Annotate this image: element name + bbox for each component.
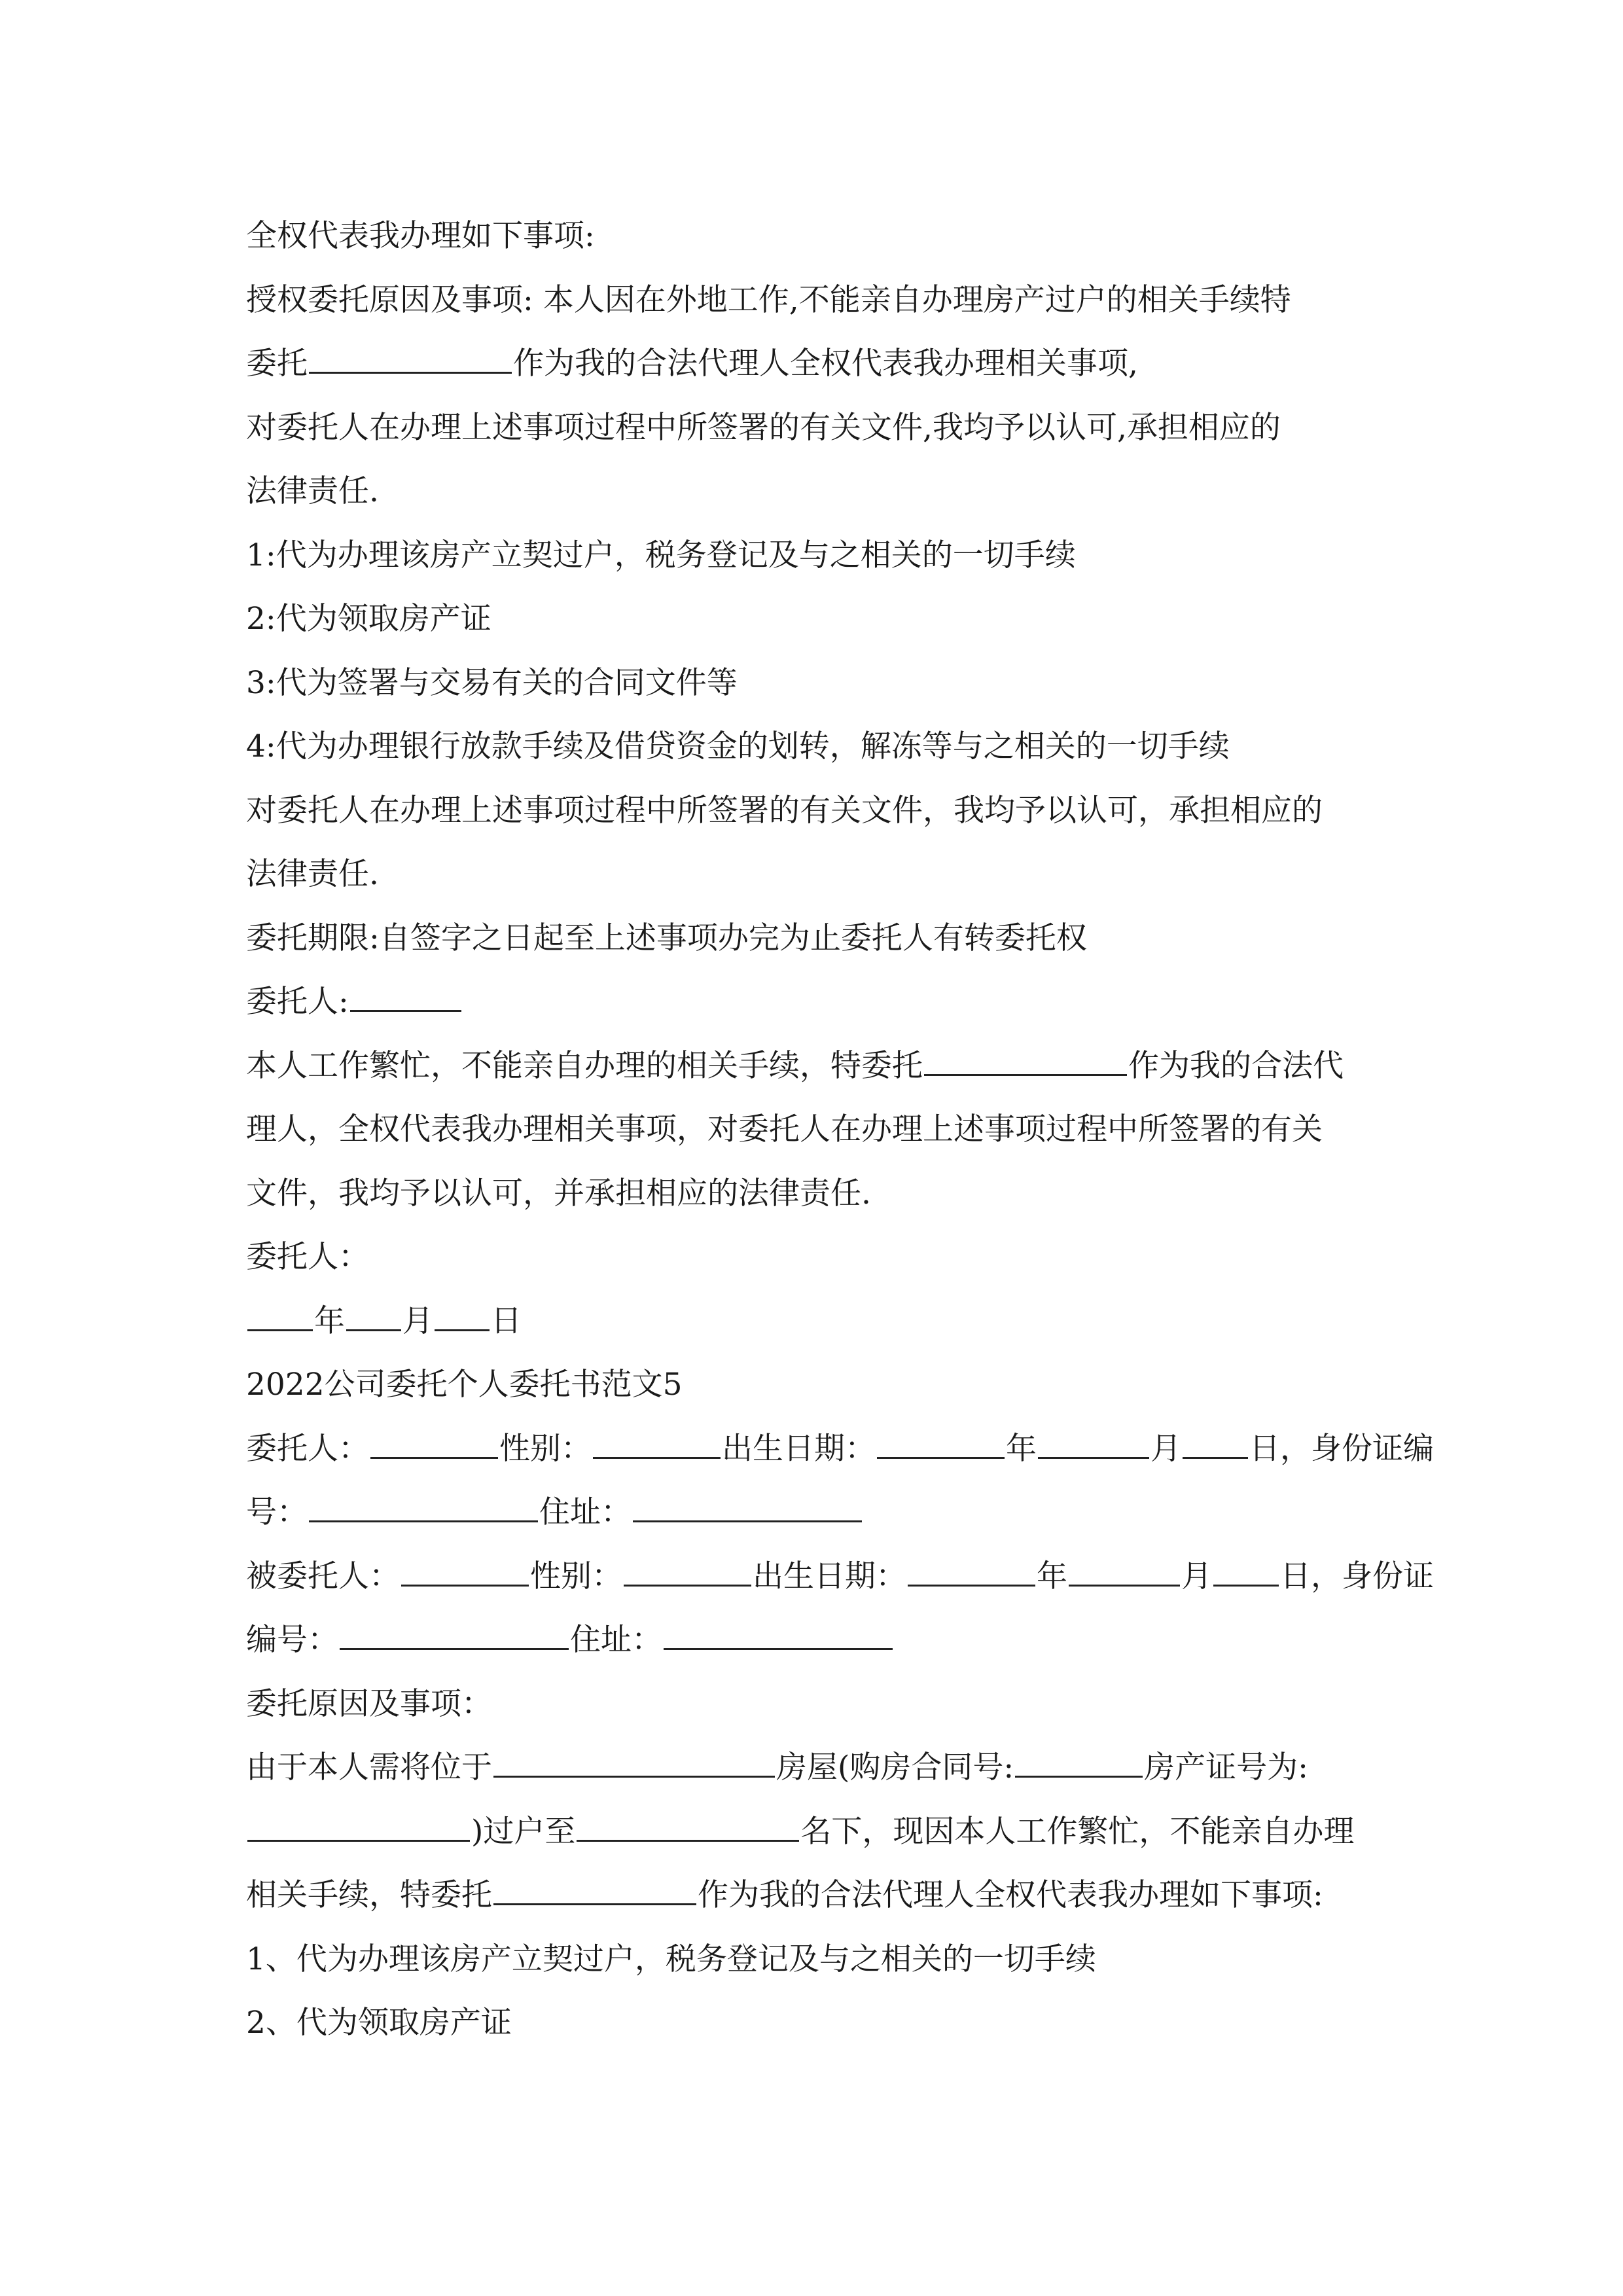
line-text: 日 <box>491 1302 522 1339</box>
blank-agent <box>401 1558 529 1587</box>
line-text: 作为我的合法代理人全权代表我办理如下事项: <box>698 1877 1323 1913</box>
blank-address <box>664 1622 893 1650</box>
label: 年 <box>1006 1430 1037 1467</box>
text-line <box>246 779 1398 843</box>
label: 月 <box>1150 1430 1181 1467</box>
line-text: 房屋(购房合同号: <box>776 1749 1014 1785</box>
blank-transferee <box>577 1814 799 1842</box>
text-line <box>246 1863 1398 1928</box>
blank-birth-month <box>1069 1558 1180 1587</box>
label: 月 <box>1181 1558 1212 1594</box>
line-text: 由于本人需将位于 <box>246 1749 492 1785</box>
text-line <box>246 396 1398 460</box>
blank-house-location <box>493 1749 775 1778</box>
line-text: 2022公司委托个人委托书范文5 <box>246 1367 683 1403</box>
blank-address <box>633 1494 862 1522</box>
line-text: 月 <box>402 1302 433 1339</box>
line-text: 房产证号为: <box>1144 1749 1309 1785</box>
list-item <box>246 1928 1398 1992</box>
label: 日，身份证 <box>1280 1558 1434 1594</box>
line-text: 作为我的合法代理人全权代表我办理相关事项, <box>513 346 1138 382</box>
label: 编号： <box>246 1622 338 1658</box>
blank-birth-month <box>1038 1431 1149 1459</box>
blank-birth-day <box>1183 1431 1248 1459</box>
date-line <box>246 1289 1398 1354</box>
label: 出生日期： <box>753 1558 906 1594</box>
blank-birth-day <box>1213 1558 1279 1587</box>
list-item <box>246 587 1398 651</box>
line-text: 1:代为办理该房产立契过户，税务登记及与之相关的一切手续 <box>246 537 1076 573</box>
label: 被委托人： <box>246 1558 400 1594</box>
text-line <box>246 1098 1398 1162</box>
text-line <box>246 459 1398 524</box>
text-line <box>246 842 1398 906</box>
form-line <box>246 1417 1434 1481</box>
blank-gender <box>624 1558 751 1587</box>
list-item <box>246 524 1398 588</box>
blank-birth-year <box>877 1431 1005 1459</box>
text-line <box>246 268 1398 332</box>
line-text: 4:代为办理银行放款手续及借贷资金的划转，解冻等与之相关的一切手续 <box>246 728 1230 764</box>
line-text: 委托期限:自签字之日起至上述事项办完为止委托人有转委托权 <box>246 920 1087 956</box>
label: 号： <box>246 1494 308 1530</box>
label: 委托人： <box>246 1430 369 1467</box>
blank-agent-name <box>924 1048 1127 1076</box>
blank-id-number <box>340 1622 569 1650</box>
list-item <box>246 715 1398 779</box>
text-line <box>246 906 1398 971</box>
label: 性别： <box>499 1430 592 1467</box>
text-line <box>246 204 1398 268</box>
blank-agent-name <box>309 346 512 374</box>
blank-agent-name <box>493 1877 696 1905</box>
line-text: 2、代为领取房产证 <box>246 2005 512 2041</box>
label: 年 <box>1037 1558 1067 1594</box>
line-text: 作为我的合法代 <box>1128 1047 1344 1084</box>
text-line <box>246 332 1398 396</box>
form-line <box>246 1608 1398 1672</box>
text-line <box>246 970 1398 1034</box>
text-line <box>246 1672 1398 1736</box>
text-line <box>246 1034 1398 1098</box>
blank-day <box>435 1303 490 1331</box>
line-text: 文件，我均予以认可，并承担相应的法律责任. <box>246 1175 871 1211</box>
line-text: 本人工作繁忙，不能亲自办理的相关手续，特委托 <box>246 1047 923 1084</box>
line-text: 相关手续，特委托 <box>246 1877 492 1913</box>
line-text: )过户至 <box>471 1813 576 1850</box>
line-text: 名下，现因本人工作繁忙，不能亲自办理 <box>800 1813 1355 1850</box>
line-text: 3:代为签署与交易有关的合同文件等 <box>246 664 738 701</box>
line-text: 授权委托原因及事项: 本人因在外地工作,不能亲自办理房产过户的相关手续特 <box>246 281 1291 318</box>
text-line <box>246 1736 1398 1800</box>
label: 性别： <box>530 1558 622 1594</box>
text-line <box>246 1800 1398 1864</box>
line-text: 法律责任. <box>246 856 379 892</box>
list-item <box>246 651 1398 715</box>
label: 委托原因及事项： <box>246 1685 492 1722</box>
line-text: 全权代表我办理如下事项: <box>246 218 595 254</box>
line-text: 法律责任. <box>246 473 379 509</box>
label: 住址： <box>539 1494 632 1530</box>
line-text: 2:代为领取房产证 <box>246 601 491 637</box>
line-text: 年 <box>314 1302 345 1339</box>
label: 出生日期： <box>722 1430 876 1467</box>
blank-contract-number <box>1015 1749 1143 1778</box>
blank-principal-name <box>350 984 461 1012</box>
label: 日，身份证编 <box>1249 1430 1434 1467</box>
list-item <box>246 1991 1398 2055</box>
blank-gender <box>593 1431 721 1459</box>
blank-month <box>346 1303 401 1331</box>
blank-year <box>247 1303 313 1331</box>
line-text: 委托 <box>246 346 308 382</box>
blank-id-number <box>309 1494 538 1522</box>
line-text: 委托人： <box>246 1239 369 1275</box>
document-body <box>246 204 1434 2055</box>
form-line <box>246 1480 1398 1545</box>
label: 住址： <box>570 1622 662 1658</box>
blank-certificate-number <box>247 1814 470 1842</box>
line-text: 委托人: <box>246 984 349 1020</box>
line-text: 1、代为办理该房产立契过户，税务登记及与之相关的一切手续 <box>246 1941 1096 1977</box>
text-line <box>246 1162 1398 1226</box>
section-title <box>246 1353 1398 1417</box>
blank-birth-year <box>908 1558 1035 1587</box>
form-line <box>246 1545 1434 1609</box>
text-line <box>246 1225 1398 1289</box>
line-text: 对委托人在办理上述事项过程中所签署的有关文件，我均予以认可，承担相应的 <box>246 792 1323 829</box>
blank-principal <box>370 1431 498 1459</box>
line-text: 对委托人在办理上述事项过程中所签署的有关文件,我均予以认可,承担相应的 <box>246 409 1281 446</box>
line-text: 理人，全权代表我办理相关事项，对委托人在办理上述事项过程中所签署的有关 <box>246 1111 1323 1147</box>
